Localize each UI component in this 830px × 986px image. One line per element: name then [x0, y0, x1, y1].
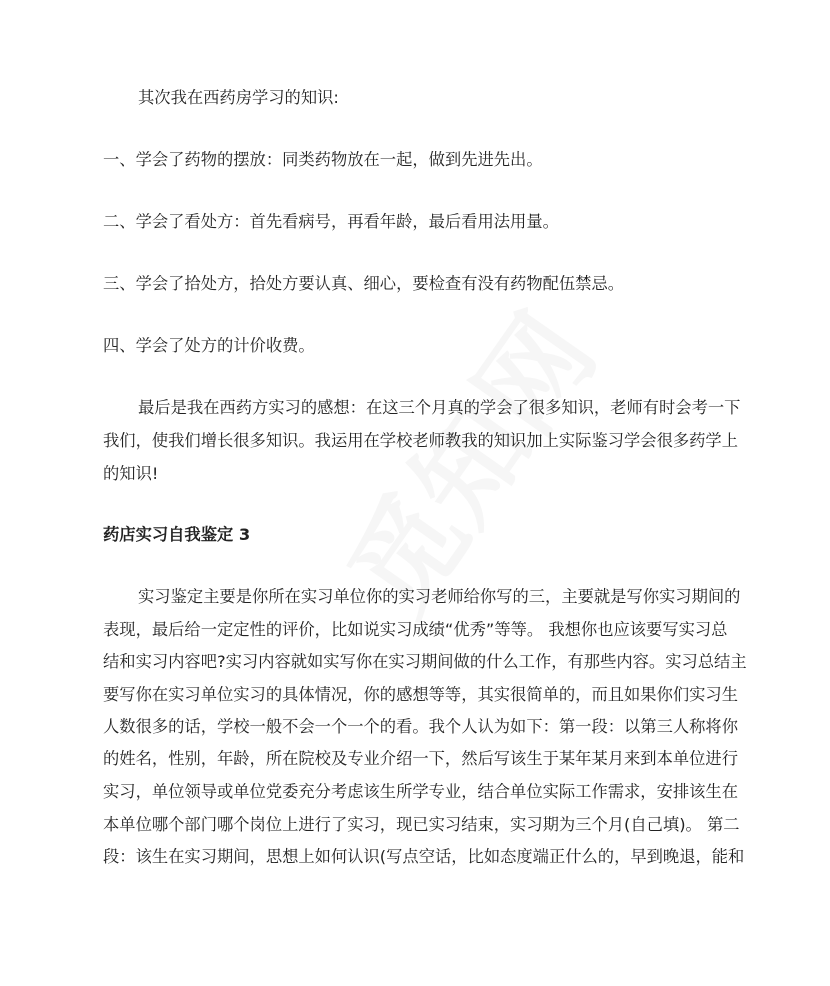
body-line: 人数很多的话，学校一般不会一个一个的看。我个人认为如下：第一段：以第三人称将你 — [103, 717, 738, 736]
section-heading: 药店实习自我鉴定 3 — [103, 525, 251, 544]
list-item: 二、学会了看处方：首先看病号，再看年龄，最后看用法用量。 — [103, 212, 559, 231]
body-line: 实习，单位领导或单位党委充分考虑该生所学专业，结合单位实际工作需求，安排该生在 — [103, 782, 738, 801]
watermark — [306, 279, 625, 640]
list-item: 三、学会了拾处方，拾处方要认真、细心，要检查有没有药物配伍禁忌。 — [103, 274, 625, 293]
body-line: 实习鉴定主要是你所在实习单位你的实习老师给你写的三，主要就是写你实习期间的 — [138, 587, 741, 606]
body-line: 要写你在实习单位实习的具体情况，你的感想等等，其实很简单的，而且如果你们实习生 — [103, 685, 738, 704]
list-item: 四、学会了处方的计价收费。 — [103, 336, 315, 355]
conclusion-line: 的知识! — [103, 464, 159, 483]
conclusion-line: 最后是我在西药方实习的感想：在这三个月真的学会了很多知识，老师有时会考一下 — [138, 398, 741, 417]
body-line: 表现，最后给一定定性的评价，比如说实习成绩“优秀”等等。 我想你也应该要写实习总 — [103, 620, 728, 639]
body-line: 本单位哪个部门哪个岗位上进行了实习，现已实习结束，实习期为三个月(自己填)。 第二 — [103, 815, 740, 834]
body-line: 的姓名，性别，年龄，所在院校及专业介绍一下，然后写该生于某年某月来到本单位进行 — [103, 749, 738, 768]
list-item: 一、学会了药物的摆放：同类药物放在一起，做到先进先出。 — [103, 150, 543, 169]
section-intro: 其次我在西药房学习的知识: — [138, 88, 339, 107]
body-line: 段：该生在实习期间，思想上如何认识(写点空话，比如态度端正什么的，早到晚退，能和 — [103, 847, 745, 866]
body-line: 结和实习内容吧?实习内容就如实写你在实习期间做的什么工作，有那些内容。实习总结主 — [103, 652, 747, 671]
conclusion-line: 我们，使我们增长很多知识。我运用在学校老师教我的知识加上实际鉴习学会很多药学上 — [103, 431, 738, 450]
